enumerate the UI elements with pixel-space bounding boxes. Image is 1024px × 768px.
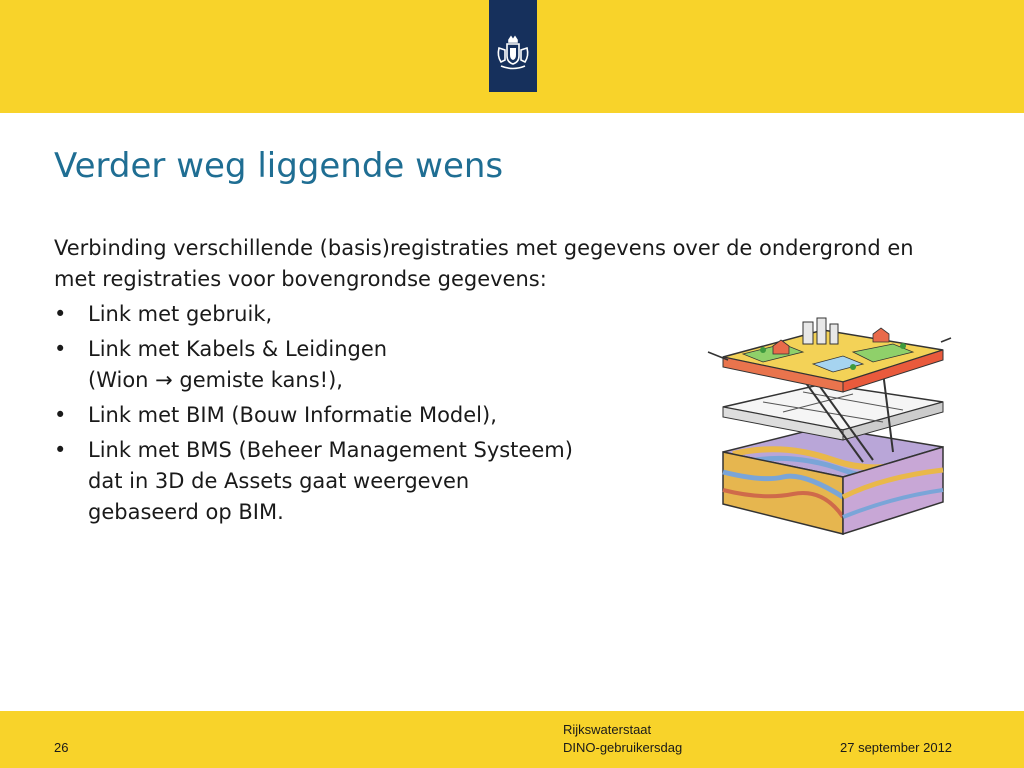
footer-bar (0, 711, 1024, 768)
intro-text: Verbinding verschillende (basis)registraties met gegevens over de ondergrond en met registraties voor bovengrondse gegevens: (54, 236, 914, 291)
bullet-text: Link met gebruik, (88, 302, 273, 326)
bullet-marker: • (54, 337, 67, 361)
bullet-marker: • (54, 403, 67, 427)
page-number: 26 (54, 740, 69, 755)
occupation-layer (723, 318, 943, 392)
bullet-text: Link met Kabels & Leidingen (88, 337, 388, 361)
slide-title: Verder weg liggende wens (54, 146, 504, 186)
footer-event: DINO-gebruikersdag (563, 740, 683, 755)
bullet-text: Link met BMS (Beheer Management Systeem) (88, 438, 573, 462)
bullet-subtext: (Wion → gemiste kans!), (88, 368, 343, 392)
network-layer (723, 384, 943, 440)
footer-date: 27 september 2012 (840, 740, 953, 755)
footer-organization: Rijkswaterstaat (563, 722, 652, 737)
emblem-box (489, 0, 537, 92)
bullet-text: Link met BIM (Bouw Informatie Model), (88, 403, 497, 427)
header-bar (0, 0, 1024, 113)
layered-city-underground-icon (703, 312, 953, 562)
dutch-coat-of-arms-icon (493, 34, 533, 74)
underground-layer (723, 427, 943, 534)
bullet-subtext: dat in 3D de Assets gaat weergeven gebaseerd op BIM. (88, 469, 470, 524)
bullet-marker: • (54, 438, 67, 462)
bullet-marker: • (54, 302, 67, 326)
